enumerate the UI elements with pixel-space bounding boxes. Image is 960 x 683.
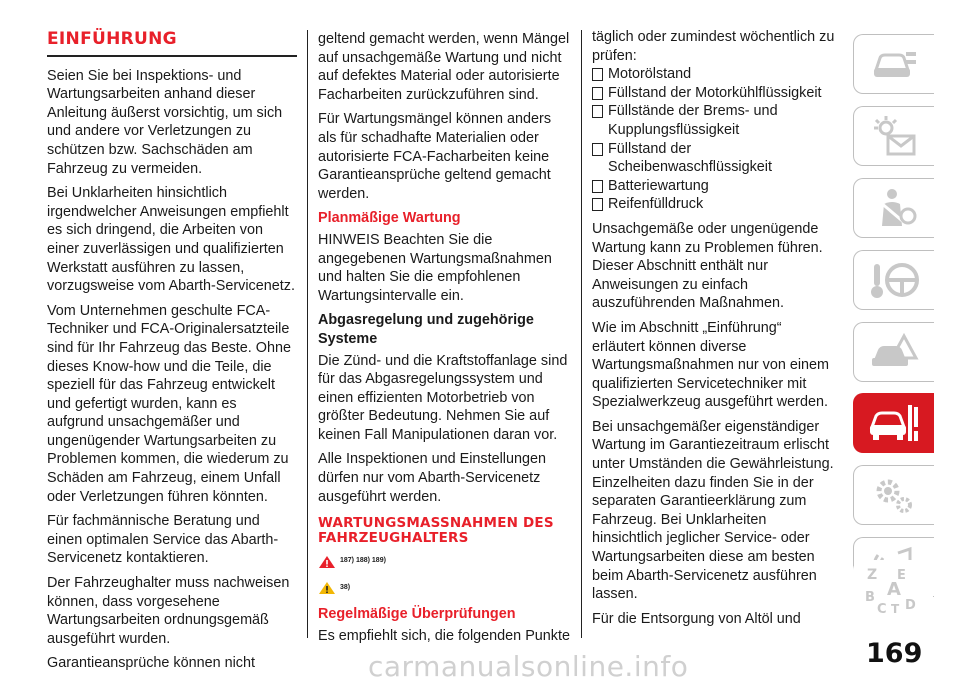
paragraph: Bei Unklarheiten hinsichtlich irgendwelcher Anweisungen empfiehlt es sich dringend, die Arbeiten von einer zuverlässigen und qualifizierten Werkstatt ausführen zu lassen, vorzugsweise vom Abarth-Servicenetz. — [47, 185, 295, 295]
svg-text:Z: Z — [867, 567, 878, 583]
column-divider — [581, 30, 582, 638]
checklist-item: Füllstand der Scheibenwaschflüssigkeit — [592, 140, 837, 177]
chapter-tab-safety[interactable] — [853, 178, 934, 238]
svg-text:T: T — [891, 602, 900, 616]
svg-text:B: B — [865, 590, 875, 605]
svg-text:E: E — [897, 568, 906, 583]
warning-numbers: 187) 188) 189) — [340, 557, 386, 565]
paragraph: HINWEIS Beachten Sie die angegebenen Wartungsmaßnahmen und halten Sie die empfohlenen Wartungsintervalle ein. — [318, 231, 552, 304]
caution-triangle-icon — [318, 581, 336, 595]
checklist-item: Füllstand der Motorkühlflüssigkeit — [592, 84, 837, 103]
chapter-tab-dashboard-lights[interactable] — [853, 106, 934, 166]
checkbox-icon — [592, 105, 603, 118]
checkbox-icon — [592, 87, 603, 100]
paragraph: Vom Unternehmen geschulte FCA-Techniker und FCA-Originalersatzteile sind für Ihr Fahrzeug das Beste. Ohne dieses Know-how und die Teile, die speziell für das Fahrzeug entwickelt und gefertigt wurden, kann es aufgrund unsachgemäßer und ungenügender Wartungsarbeiten zu Problemen kommen, die wiederum zu Schäden am Fahrzeug, einem Unfall oder Verletzungen führen könnten. — [47, 302, 291, 505]
checkbox-icon — [592, 180, 603, 193]
paragraph: Für die Entsorgung von Altöl und — [592, 610, 801, 627]
paragraph: Garantieansprüche können nicht — [47, 655, 256, 672]
paragraph: Für fachmännische Beratung und einen optimalen Service das Abarth-Servicenetz kontaktieren. — [47, 513, 279, 567]
subheading-emission-control: Abgasregelung und zugehörige Systeme — [318, 312, 534, 347]
chapter-tab-maintenance[interactable] — [853, 393, 934, 453]
paragraph: geltend gemacht werden, wenn Mängel auf unsachgemäße Wartung und nicht auf defektes Material oder autorisierte Facharbeiten zurückzuführen sind. — [318, 31, 570, 103]
paragraph: Wie im Abschnitt „Einführung“ erläutert können diverse Wartungsmaßnahmen nur von einem qualifizierten Servicetechniker mit Spezialwerkzeug ausgeführt werden. — [592, 319, 830, 411]
paragraph: Bei unsachgemäßer eigenständiger Wartung im Garantiezeitraum erlischt unter Umständen die Gewährleistung. Einzelheiten dazu finden Sie in der separaten Garantieerklärung zum Fahrzeug. Bei Unklarheiten hinsichtlich jeglicher Service- oder Wartungsarbeiten diese am besten beim Abarth-Servicenetz ausführen lassen. — [592, 418, 834, 603]
checklist-item: Füllstände der Brems- und Kupplungsflüssigkeit — [592, 102, 837, 139]
column-2 — [318, 30, 572, 652]
watermark: carmanualsonline.info — [368, 650, 689, 683]
warning-light-envelope-icon — [868, 114, 920, 158]
paragraph: täglich oder zumindest wöchentlich zu prüfen: — [592, 29, 835, 64]
svg-text:A: A — [887, 579, 901, 600]
paragraph: Der Fahrzeughalter muss nachweisen können, dass vorgesehene Wartungsarbeiten ordnungsgemäß ausgeführt wurden. — [47, 575, 290, 647]
seatbelt-icon — [868, 186, 920, 230]
checklist-item: Reifenfülldruck — [592, 195, 837, 214]
paragraph: Es empfiehlt sich, die folgenden Punkte — [318, 628, 570, 645]
column-3 — [592, 28, 837, 634]
chapter-tab-vehicle[interactable] — [853, 34, 934, 94]
car-wrench-icon — [866, 401, 922, 445]
chapter-tab-technical-data[interactable] — [853, 465, 934, 525]
paragraph: Seien Sie bei Inspektions- und Wartungsarbeiten anhand dieser Anleitung äußerst vorsichtig, um sich und andere vor Verletzungen zu schützen bzw. Sachschäden am Fahrzeug zu vermeiden. — [47, 67, 283, 177]
paragraph: Für Wartungsmängel können anders als für schadhafte Materialien oder autorisierte FCA-Facharbeiten keine Garantieansprüche geltend gemacht werden. — [318, 111, 552, 202]
warning-triangle-icon — [318, 555, 336, 569]
checkbox-icon — [592, 143, 603, 156]
column-1 — [47, 28, 297, 679]
column-divider — [307, 30, 308, 638]
checklist-item: Motorölstand — [592, 65, 837, 84]
svg-text:D: D — [905, 598, 916, 613]
heading-rule — [47, 55, 297, 57]
caution-reference — [318, 579, 572, 598]
gears-icon — [868, 473, 920, 517]
caution-numbers: 38) — [340, 583, 351, 591]
warning-reference — [318, 552, 572, 571]
car-info-icon — [868, 44, 920, 84]
paragraph: Die Zünd- und die Kraftstoffanlage sind für das Abgasregelungssystem und einen effizienten Motorbetrieb von größter Bedeutung. Nehmen Sie auf keinen Fall Manipulationen daran vor. — [318, 352, 568, 443]
subheading-planned-maintenance: Planmäßige Wartung — [318, 210, 461, 227]
subheading-regular-checks: Regelmäßige Überprüfungen — [318, 606, 516, 623]
section-heading-owner-maintenance: WARTUNGSMASSNAHMEN DES FAHRZEUGHALTERS — [318, 515, 554, 547]
paragraph: Unsachgemäße oder ungenügende Wartung kann zu Problemen führen. Dieser Abschnitt enthält nur Anweisungen zu einfach auszuführenden Maßnahmen. — [592, 220, 823, 312]
checkbox-icon — [592, 198, 603, 211]
checkbox-icon — [592, 68, 603, 81]
checklist-item: Batteriewartung — [592, 177, 837, 196]
page-number: 169 — [866, 638, 923, 669]
key-steering-wheel-icon — [866, 258, 922, 302]
chapter-tab-emergency[interactable] — [853, 322, 934, 382]
index-letters-icon — [861, 561, 925, 617]
section-heading-introduction: EINFÜHRUNG — [47, 29, 177, 49]
chapter-tab-index[interactable] — [853, 560, 933, 618]
car-crash-icon — [868, 330, 920, 374]
svg-text:C: C — [877, 602, 887, 617]
chapter-tab-starting-driving[interactable] — [853, 250, 934, 310]
paragraph: Alle Inspektionen und Einstellungen dürfen nur vom Abarth-Servicenetz ausgeführt werden. — [318, 451, 547, 505]
